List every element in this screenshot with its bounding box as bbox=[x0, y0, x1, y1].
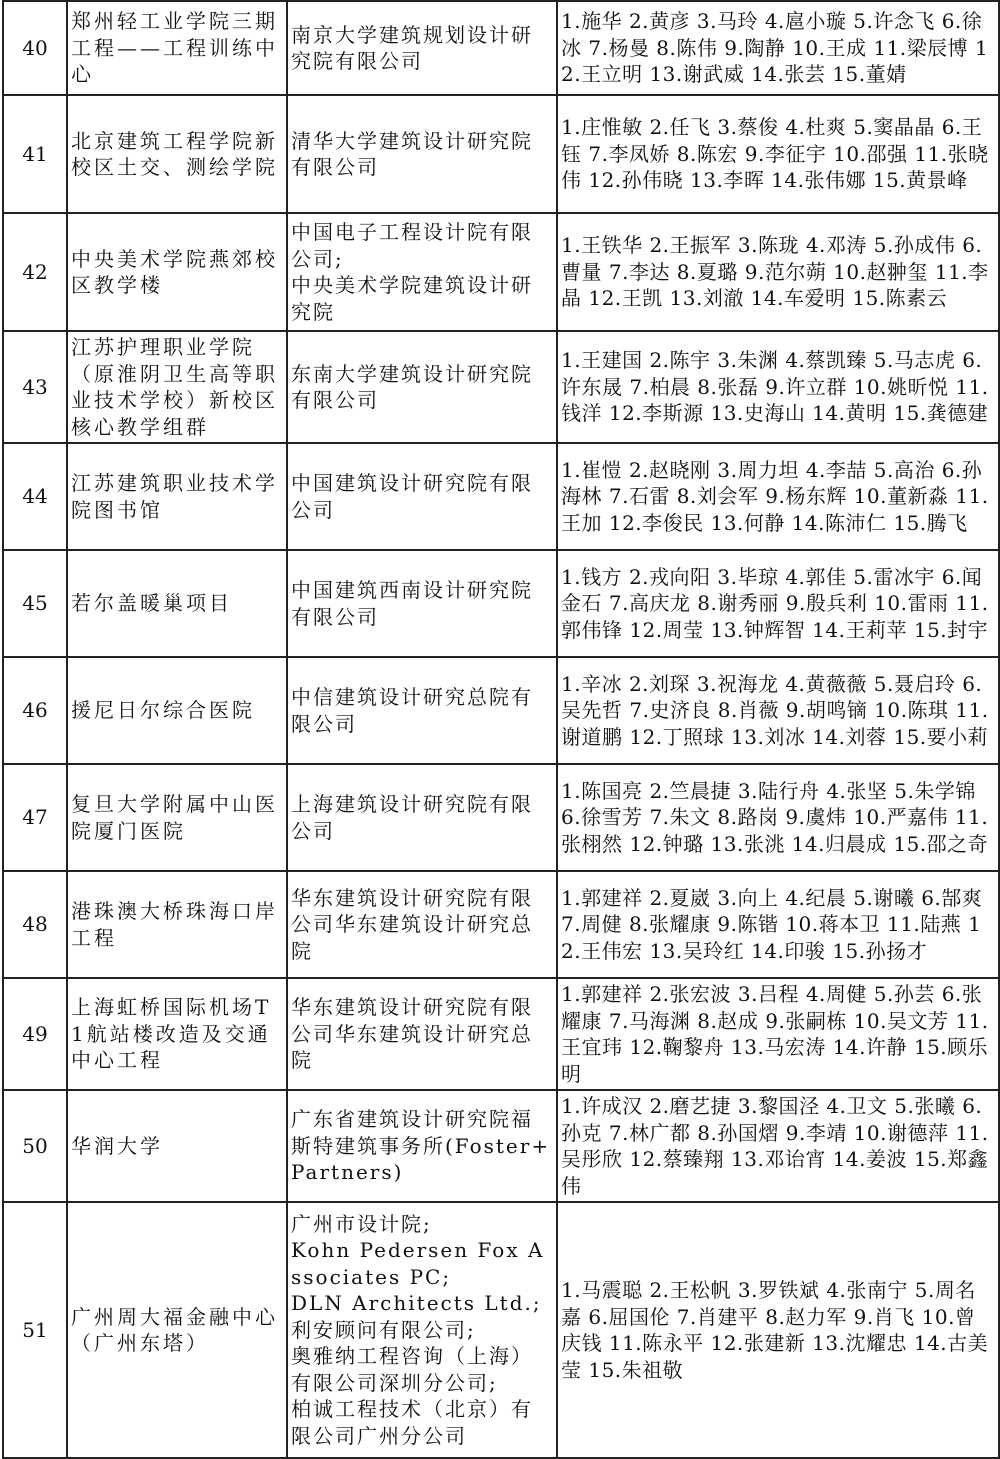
design-org: 广州市设计院; Kohn Pedersen Fox Associates PC; DLN Architects Ltd.; 利安顾问有限公司; 奥雅纳工程咨询（上海）有限公司深圳分公司; 柏诚工程技术（北京）有限公司广州分公司 bbox=[287, 1202, 557, 1458]
row-number: 42 bbox=[3, 213, 67, 331]
award-table bbox=[2, 0, 1000, 1459]
project-name: 中央美术学院燕郊校区教学楼 bbox=[67, 213, 287, 331]
row-number: 49 bbox=[3, 978, 67, 1090]
participants: 1.郭建祥 2.张宏波 3.吕程 4.周健 5.孙芸 6.张耀康 7.马海渊 8.赵成 9.张嗣栋 10.吴文芳 11.王宜玮 12.鞠黎舟 13.马宏涛 14.许静 15.顾乐明 bbox=[557, 978, 999, 1090]
design-org: 华东建筑设计研究院有限公司华东建筑设计研究总院 bbox=[287, 871, 557, 978]
design-org: 华东建筑设计研究院有限公司华东建筑设计研究总院 bbox=[287, 978, 557, 1090]
design-org: 广东省建筑设计研究院福斯特建筑事务所(Foster+Partners) bbox=[287, 1090, 557, 1202]
table-row bbox=[3, 331, 999, 443]
design-org: 上海建筑设计研究院有限公司 bbox=[287, 764, 557, 871]
participants: 1.许成汉 2.磨艺捷 3.黎国泾 4.卫文 5.张曦 6.孙克 7.林广都 8.孙国熠 9.李靖 10.谢德萍 11.吴彤欣 12.蔡臻翔 13.邓诒宵 14.姜波 15.郑鑫伟 bbox=[557, 1090, 999, 1202]
project-name: 华润大学 bbox=[67, 1090, 287, 1202]
table-row bbox=[3, 550, 999, 657]
project-name: 郑州轻工业学院三期工程——工程训练中心 bbox=[67, 1, 287, 95]
project-name: 若尔盖暖巢项目 bbox=[67, 550, 287, 657]
row-number: 48 bbox=[3, 871, 67, 978]
participants: 1.王建国 2.陈宇 3.朱渊 4.蔡凯臻 5.马志虎 6.许东晟 7.柏晨 8.张磊 9.许立群 10.姚昕悦 11.钱洋 12.李斯源 13.史海山 14.黄明 15.龚德建 bbox=[557, 331, 999, 443]
project-name: 江苏护理职业学院（原淮阴卫生高等职业技术学校）新校区核心教学组群 bbox=[67, 331, 287, 443]
project-name: 复旦大学附属中山医院厦门医院 bbox=[67, 764, 287, 871]
row-number: 41 bbox=[3, 95, 67, 213]
participants: 1.崔愷 2.赵晓刚 3.周力坦 4.李喆 5.高治 6.孙海林 7.石雷 8.刘会军 9.杨东辉 10.董新淼 11.王加 12.李俊民 13.何静 14.陈沛仁 15.腾飞 bbox=[557, 443, 999, 550]
row-number: 46 bbox=[3, 657, 67, 764]
design-org: 中国建筑西南设计研究院有限公司 bbox=[287, 550, 557, 657]
participants: 1.郭建祥 2.夏崴 3.向上 4.纪晨 5.谢曦 6.郜爽 7.周健 8.张耀康 9.陈锴 10.蒋本卫 11.陆燕 12.王伟宏 13.吴玲红 14.印骏 15.孙扬才 bbox=[557, 871, 999, 978]
project-name: 援尼日尔综合医院 bbox=[67, 657, 287, 764]
project-name: 港珠澳大桥珠海口岸工程 bbox=[67, 871, 287, 978]
participants: 1.陈国亮 2.竺晨捷 3.陆行舟 4.张坚 5.朱学锦 6.徐雪芳 7.朱文 8.路岗 9.虞炜 10.严嘉伟 11.张栩然 12.钟璐 13.张洮 14.归晨成 15.邵之奇 bbox=[557, 764, 999, 871]
table-row bbox=[3, 443, 999, 550]
table-row bbox=[3, 213, 999, 331]
design-org: 东南大学建筑设计研究院有限公司 bbox=[287, 331, 557, 443]
project-name: 广州周大福金融中心（广州东塔） bbox=[67, 1202, 287, 1458]
design-org: 中国电子工程设计院有限公司; 中央美术学院建筑设计研究院 bbox=[287, 213, 557, 331]
row-number: 44 bbox=[3, 443, 67, 550]
row-number: 40 bbox=[3, 1, 67, 95]
participants: 1.王铁华 2.王振军 3.陈珑 4.邓涛 5.孙成伟 6.曹量 7.李达 8.夏璐 9.范尔蒴 10.赵翀玺 11.李晶 12.王凯 13.刘澈 14.车爱明 15.陈素云 bbox=[557, 213, 999, 331]
project-name: 北京建筑工程学院新校区土交、测绘学院 bbox=[67, 95, 287, 213]
design-org: 南京大学建筑规划设计研究院有限公司 bbox=[287, 1, 557, 95]
participants: 1.辛冰 2.刘琛 3.祝海龙 4.黄薇薇 5.聂启玲 6.吴先哲 7.史济良 8.肖薇 9.胡鸣镝 10.陈琪 11.谢道鹏 12.丁照球 13.刘冰 14.刘蓉 15.要小莉 bbox=[557, 657, 999, 764]
row-number: 45 bbox=[3, 550, 67, 657]
table-row bbox=[3, 1202, 999, 1458]
participants: 1.施华 2.黄彦 3.马玲 4.扈小璇 5.许念飞 6.徐冰 7.杨曼 8.陈伟 9.陶静 10.王成 11.梁辰博 12.王立明 13.谢武威 14.张芸 15.董婧 bbox=[557, 1, 999, 95]
row-number: 50 bbox=[3, 1090, 67, 1202]
design-org: 中信建筑设计研究总院有限公司 bbox=[287, 657, 557, 764]
row-number: 47 bbox=[3, 764, 67, 871]
participants: 1.庄惟敏 2.任飞 3.蔡俊 4.杜爽 5.窦晶晶 6.王钰 7.李凤娇 8.陈宏 9.李征宇 10.邵强 11.张晓伟 12.孙伟晓 13.李晖 14.张伟娜 15.黄景峰 bbox=[557, 95, 999, 213]
table-row bbox=[3, 95, 999, 213]
table-row bbox=[3, 657, 999, 764]
table-row bbox=[3, 978, 999, 1090]
participants: 1.马震聪 2.王松帆 3.罗铁斌 4.张南宁 5.周名嘉 6.屈国伦 7.肖建平 8.赵力军 9.肖飞 10.曾庆钱 11.陈永平 12.张建新 13.沈耀忠 14.古美莹 15.朱祖敬 bbox=[557, 1202, 999, 1458]
table-row bbox=[3, 764, 999, 871]
row-number: 51 bbox=[3, 1202, 67, 1458]
project-name: 江苏建筑职业技术学院图书馆 bbox=[67, 443, 287, 550]
table-row bbox=[3, 871, 999, 978]
table-row bbox=[3, 1, 999, 95]
table-row bbox=[3, 1090, 999, 1202]
design-org: 中国建筑设计研究院有限公司 bbox=[287, 443, 557, 550]
participants: 1.钱方 2.戎向阳 3.毕琼 4.郭佳 5.雷冰宇 6.闻金石 7.高庆龙 8.谢秀丽 9.殷兵利 10.雷雨 11.郭伟锋 12.周莹 13.钟辉智 14.王莉苹 15.封宇 bbox=[557, 550, 999, 657]
design-org: 清华大学建筑设计研究院有限公司 bbox=[287, 95, 557, 213]
row-number: 43 bbox=[3, 331, 67, 443]
project-name: 上海虹桥国际机场T1航站楼改造及交通中心工程 bbox=[67, 978, 287, 1090]
